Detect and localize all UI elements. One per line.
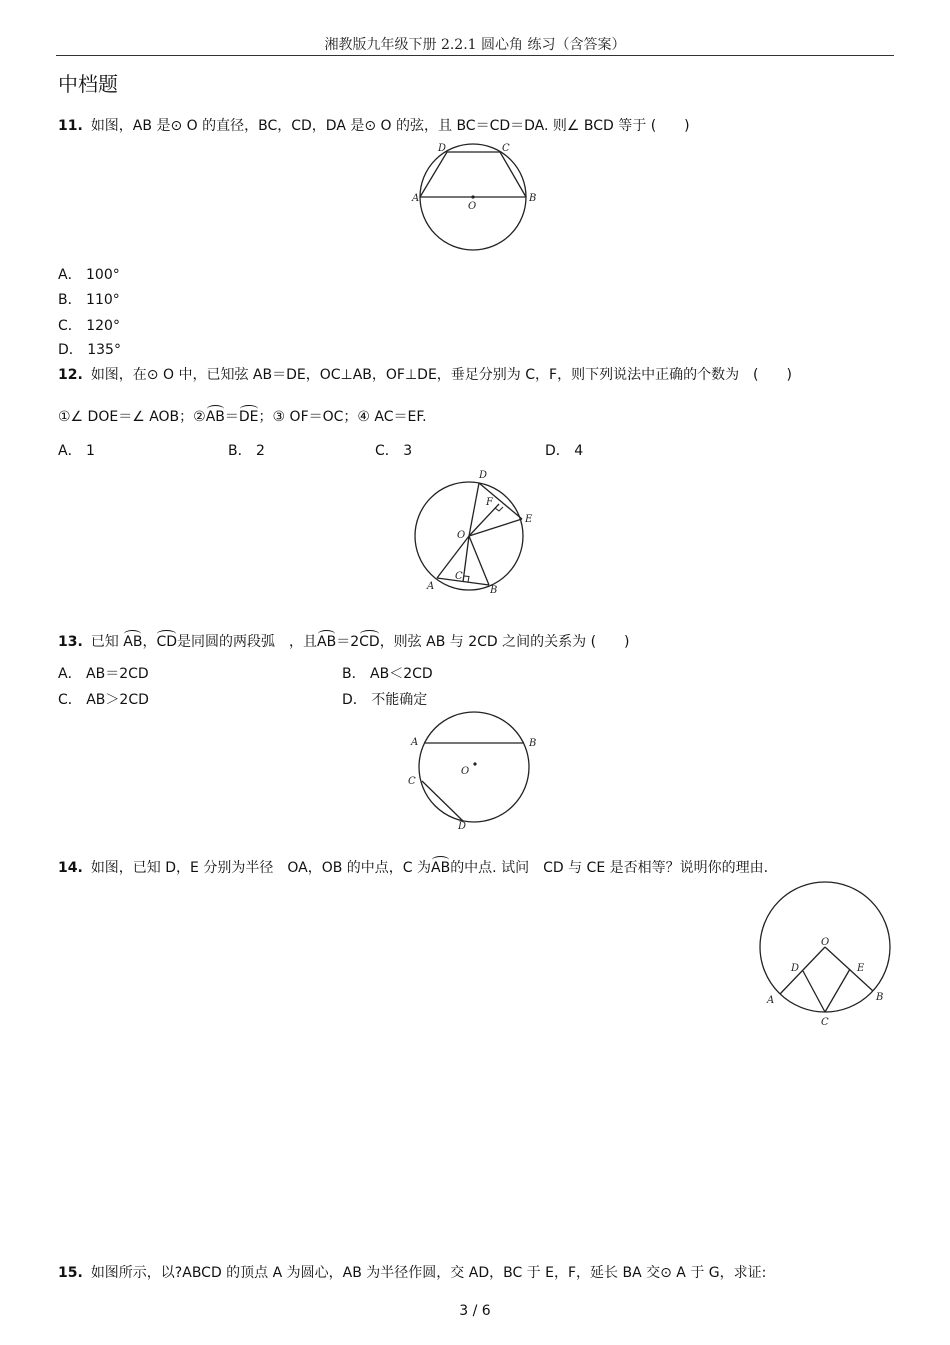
question-text: ，则弦 AB 与 2CD 之间的关系为 ( ) bbox=[379, 634, 630, 650]
question-number: 11. bbox=[58, 118, 83, 134]
figure-q11 bbox=[410, 140, 540, 252]
label-O: O bbox=[468, 201, 477, 212]
label-D: D bbox=[479, 470, 488, 481]
question-text: 已知 bbox=[90, 634, 124, 650]
arc-ab: AB bbox=[205, 409, 225, 425]
q13-option-c: C． AB＞2CD bbox=[58, 692, 149, 708]
q11-option-c: C． 120° bbox=[58, 318, 120, 334]
question-text: 的中点. 试问 CD 与 CE 是否相等？说明你的理由. bbox=[450, 860, 769, 876]
statement-text: ＝ bbox=[224, 409, 239, 425]
question-15 bbox=[58, 1262, 766, 1282]
label-O: O bbox=[821, 937, 830, 948]
arc-cd: CD bbox=[359, 634, 380, 650]
question-text: ＝2 bbox=[336, 634, 360, 650]
section-title: 中档题 bbox=[58, 72, 118, 96]
question-text: 如图，在⊙ O 中，已知弦 AB＝DE，OC⊥AB，OF⊥DE，垂足分别为 C，F，则下列说法中正确的个数为 ( ) bbox=[90, 367, 792, 383]
label-C: C bbox=[408, 776, 416, 787]
q13-option-b: B． AB＜2CD bbox=[342, 666, 433, 682]
figure-q14 bbox=[755, 880, 895, 1030]
label-O: O bbox=[457, 530, 466, 541]
question-number: 13. bbox=[58, 634, 83, 650]
header-rule bbox=[56, 55, 894, 56]
q11-option-a: A． 100° bbox=[58, 267, 120, 283]
question-number: 15. bbox=[58, 1265, 83, 1281]
label-A: A bbox=[412, 193, 420, 204]
q12-option-c: C． 3 bbox=[375, 443, 413, 459]
figure-q12 bbox=[405, 465, 545, 600]
label-D: D bbox=[458, 821, 467, 832]
q13-option-a: A． AB＝2CD bbox=[58, 666, 149, 682]
arc-ab: AB bbox=[317, 634, 337, 650]
label-B: B bbox=[490, 585, 498, 596]
question-11 bbox=[58, 115, 690, 135]
label-A: A bbox=[411, 737, 419, 748]
label-A: A bbox=[767, 995, 775, 1006]
label-B: B bbox=[876, 992, 884, 1003]
figure-q13 bbox=[405, 705, 540, 835]
question-text: 如图所示，以?ABCD 的顶点 A 为圆心，AB 为半径作圆，交 AD，BC 于 E，F，延长 BA 交⊙ A 于 G，求证: bbox=[90, 1265, 767, 1281]
question-text: 如图，AB 是⊙ O 的直径，BC，CD，DA 是⊙ O 的弦，且 BC＝CD＝DA. 则∠ BCD 等于 ( ) bbox=[90, 118, 690, 134]
label-E: E bbox=[857, 963, 865, 974]
label-D: D bbox=[438, 143, 447, 154]
q12-option-a: A． 1 bbox=[58, 443, 95, 459]
label-B: B bbox=[529, 193, 537, 204]
label-O: O bbox=[461, 766, 470, 777]
arc-ab: AB bbox=[123, 634, 143, 650]
arc-ab: AB bbox=[431, 860, 451, 876]
question-number: 14. bbox=[58, 860, 83, 876]
label-B: B bbox=[529, 738, 537, 749]
question-12 bbox=[58, 364, 792, 384]
page-number: 3 / 6 bbox=[459, 1303, 491, 1319]
q11-option-b: B． 110° bbox=[58, 292, 120, 308]
label-C: C bbox=[455, 571, 463, 582]
arc-de: DE bbox=[238, 409, 259, 425]
arc-cd: CD bbox=[156, 634, 178, 650]
question-13 bbox=[58, 631, 630, 651]
q13-option-d: D． 不能确定 bbox=[342, 692, 428, 708]
question-text: 如图，已知 D，E 分别为半径 OA，OB 的中点，C 为 bbox=[90, 860, 431, 876]
question-text: 是同圆的两段弧 ，且 bbox=[177, 634, 318, 650]
question-number: 12. bbox=[58, 367, 83, 383]
page-header: 湘教版九年级下册 2.2.1 圆心角 练习（含答案） bbox=[324, 37, 626, 53]
statement-text: ①∠ DOE＝∠ AOB；② bbox=[58, 409, 206, 425]
label-C: C bbox=[821, 1017, 829, 1028]
label-E: E bbox=[525, 514, 533, 525]
q12-option-b: B． 2 bbox=[228, 443, 265, 459]
statement-text: ；③ OF＝OC；④ AC＝EF. bbox=[258, 409, 427, 425]
q12-option-d: D． 4 bbox=[545, 443, 584, 459]
label-C: C bbox=[502, 143, 510, 154]
label-A: A bbox=[427, 581, 435, 592]
q12-statements bbox=[58, 406, 427, 426]
label-F: F bbox=[486, 497, 493, 508]
label-D: D bbox=[791, 963, 800, 974]
q11-option-d: D． 135° bbox=[58, 342, 121, 358]
question-text: ， bbox=[142, 634, 157, 650]
question-14 bbox=[58, 857, 768, 877]
